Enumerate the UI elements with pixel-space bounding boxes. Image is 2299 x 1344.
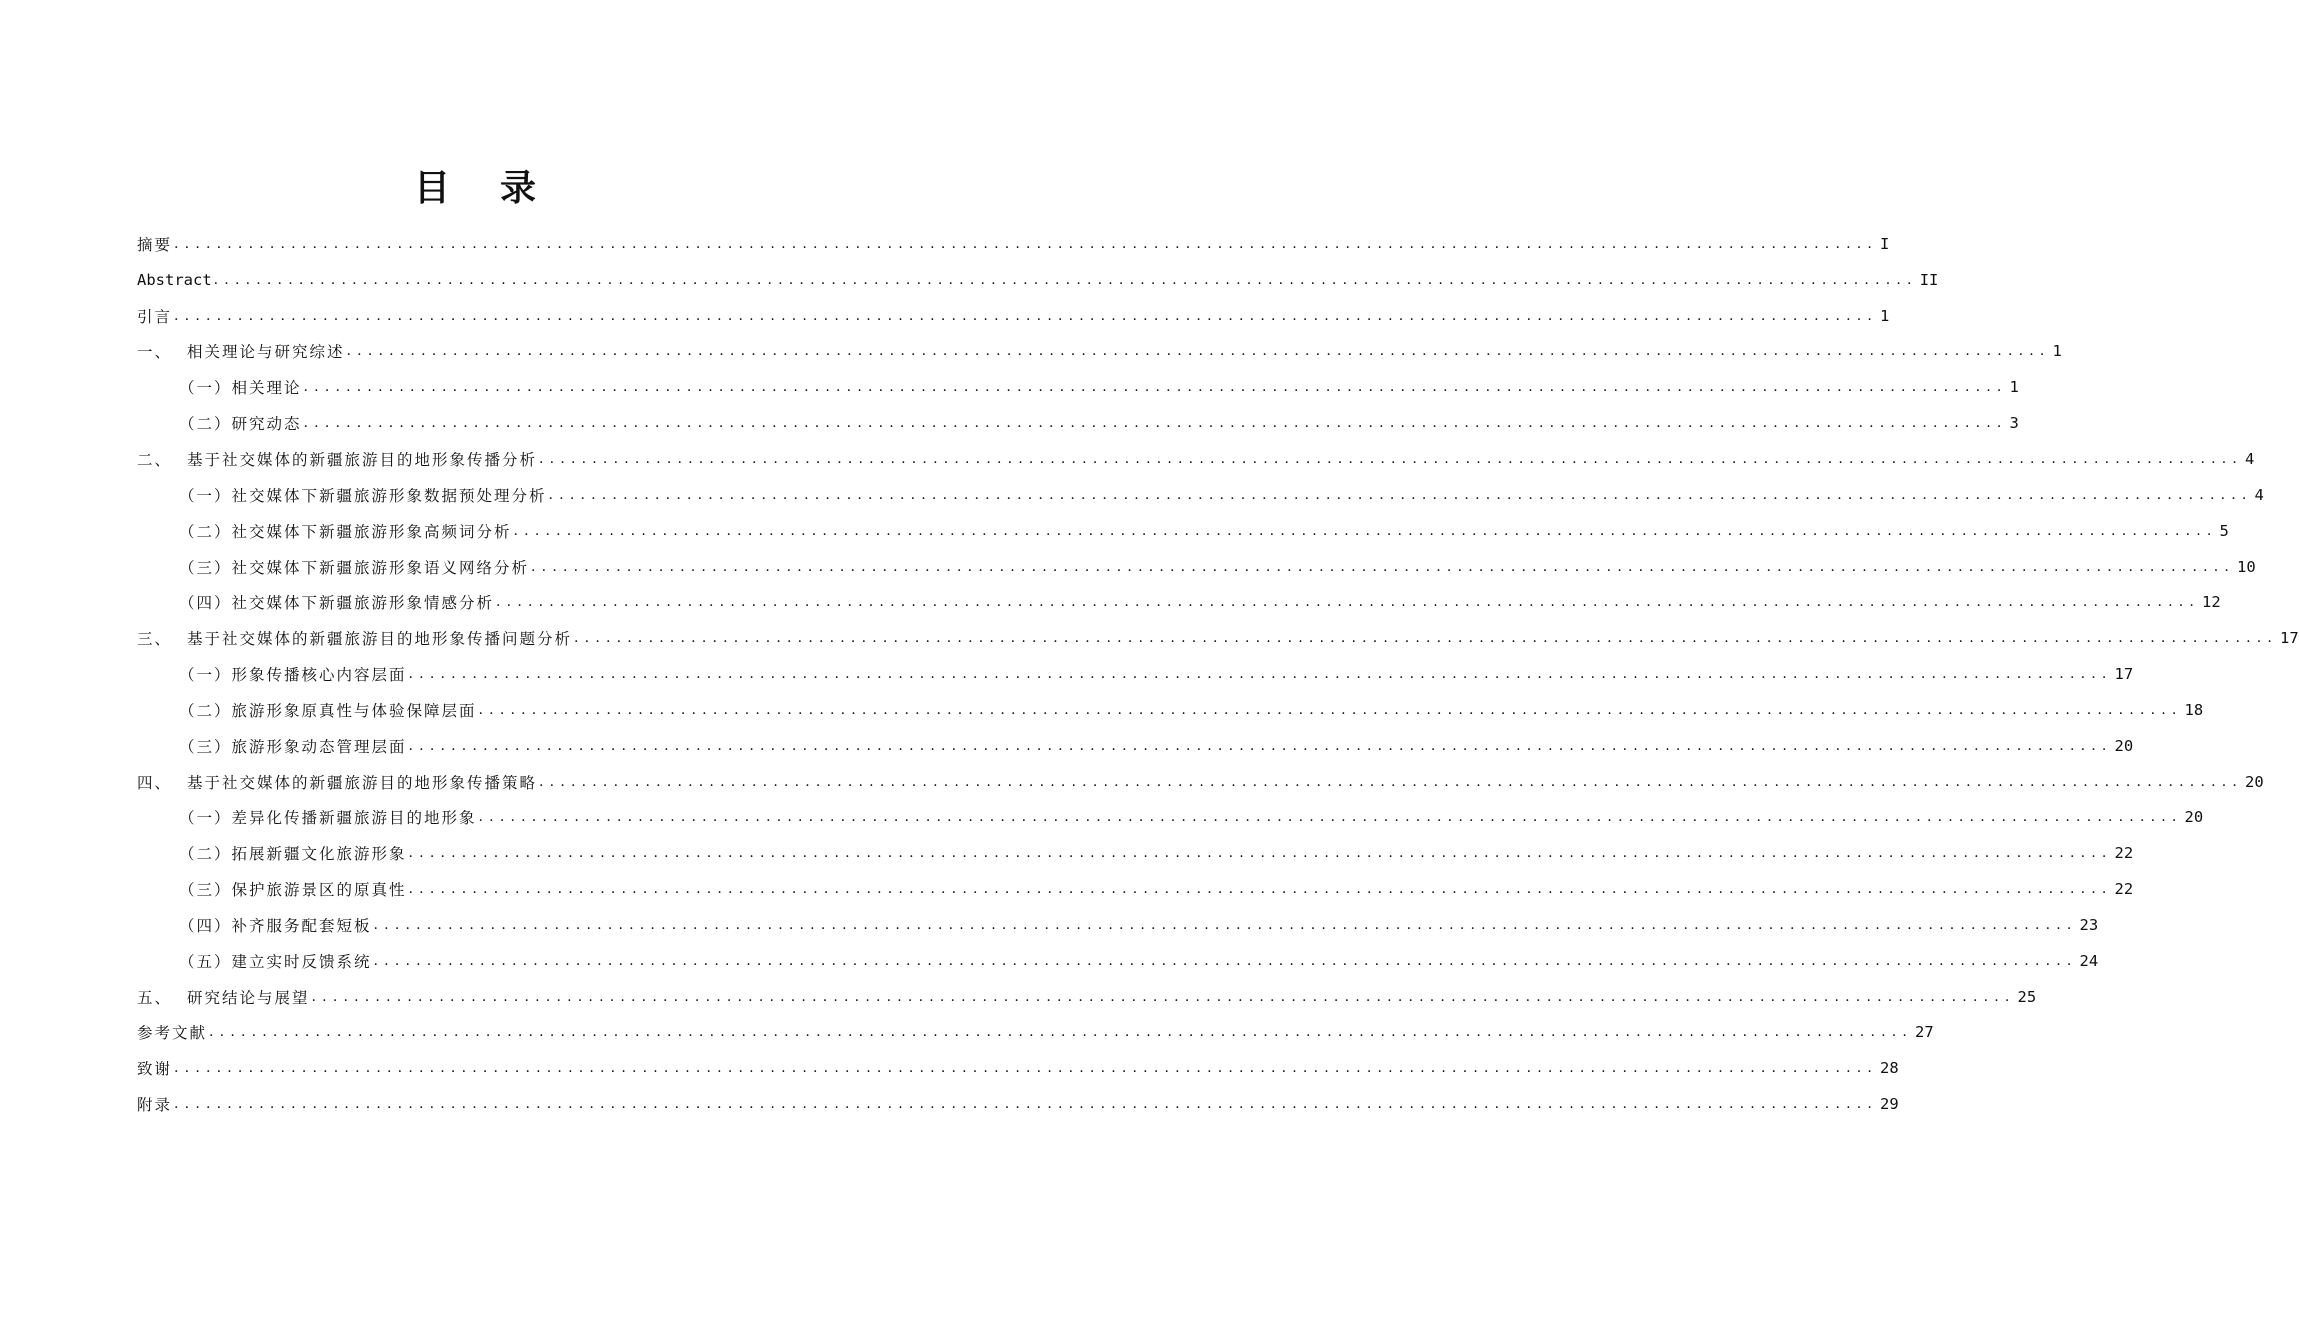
toc-leader-dots: ................................................................................................................................................................	[174, 1060, 1879, 1077]
toc-entry-label	[137, 1093, 172, 1115]
toc-entry-text: 附录	[137, 1096, 173, 1115]
toc-page-number: 17	[2280, 629, 2299, 648]
toc-entry-text: 研究结论与展望	[187, 988, 310, 1007]
toc-page-number: 18	[2184, 700, 2204, 719]
toc-entry-label	[179, 878, 407, 900]
toc-entry-text: （二）研究动态	[179, 415, 302, 434]
toc-leader-dots: ................................................................................................................................................................	[373, 916, 2078, 933]
toc-entry-label	[179, 699, 477, 721]
toc-entry-label	[179, 914, 372, 936]
toc-entry-text: 致谢	[137, 1060, 173, 1079]
toc-page-number: 20	[2114, 736, 2134, 755]
toc-entry-text: （五）建立实时反馈系统	[179, 952, 372, 971]
toc-entry-label	[179, 591, 494, 613]
toc-entry[interactable]	[137, 262, 1939, 298]
toc-leader-dots: ................................................................................................................................................................	[303, 379, 2008, 396]
toc-entry-label	[137, 1057, 172, 1079]
toc-entry[interactable]	[137, 549, 2256, 585]
toc-page-number: 25	[2017, 987, 2037, 1006]
toc-entry-text: 相关理论与研究综述	[187, 343, 345, 362]
toc-entry-text: （四）社交媒体下新疆旅游形象情感分析	[179, 594, 495, 613]
toc-entry[interactable]	[137, 943, 2099, 979]
toc-entry-text: 基于社交媒体的新疆旅游目的地形象传播分析	[187, 450, 538, 469]
toc-entry-text: 基于社交媒体的新疆旅游目的地形象传播问题分析	[187, 630, 573, 649]
toc-page-number: 17	[2114, 665, 2134, 684]
toc-page-number: 28	[1880, 1059, 1899, 1078]
toc-leader-dots: ................................................................................................................................................................	[303, 415, 2008, 432]
toc-page-number: 23	[2079, 915, 2099, 934]
toc-entry[interactable]	[137, 477, 2264, 513]
toc-leader-dots: ................................................................................................................................................................	[174, 1096, 1879, 1113]
toc-entry[interactable]	[137, 907, 2099, 943]
toc-page-number: 1	[1880, 306, 1890, 325]
toc-page-number: 20	[2184, 808, 2204, 827]
toc-entry-number: 五、	[137, 988, 173, 1007]
toc-entry-label	[179, 806, 477, 828]
toc-page-number: 5	[2219, 521, 2229, 540]
toc-entry-label	[137, 305, 172, 327]
toc-leader-dots: ................................................................................................................................................................	[478, 701, 2183, 718]
toc-entry[interactable]	[137, 298, 1890, 334]
toc-entry[interactable]	[137, 334, 2062, 370]
toc-entry[interactable]	[137, 226, 1890, 262]
toc-page-number: 1	[2052, 342, 2062, 361]
toc-entry-text: 参考文献	[137, 1024, 208, 1043]
toc-entry[interactable]	[137, 369, 2019, 405]
toc-entry-text: 引言	[137, 307, 173, 326]
toc-entry-label	[137, 448, 537, 470]
page-title	[0, 160, 950, 211]
title-char-1: 目	[413, 168, 450, 209]
toc-entry-label	[137, 771, 537, 793]
toc-leader-dots: ................................................................................................................................................................	[174, 235, 1879, 252]
toc-entry-label	[179, 950, 372, 972]
toc-entry-text: 摘要	[137, 235, 173, 254]
toc-entry-text: （二）旅游形象原真性与体验保障层面	[179, 701, 477, 720]
toc-page-number: I	[1880, 234, 1890, 253]
toc-entry-label	[179, 484, 547, 506]
toc-entry[interactable]	[137, 835, 2134, 871]
toc-page-number: 22	[2114, 880, 2134, 899]
toc-entry-label	[137, 233, 172, 255]
toc-entry[interactable]	[137, 692, 2204, 728]
toc-entry-label	[179, 520, 512, 542]
toc-entry-number: 三、	[137, 630, 173, 649]
toc-entry-text: （二）社交媒体下新疆旅游形象高频词分析	[179, 522, 512, 541]
toc-page-number: 1	[2009, 378, 2019, 397]
toc-entry-text: （三）社交媒体下新疆旅游形象语义网络分析	[179, 558, 530, 577]
toc-entry[interactable]	[137, 979, 2037, 1015]
toc-page-number: 10	[2237, 557, 2256, 576]
toc-page-number: 3	[2009, 414, 2019, 433]
toc-entry-label	[179, 412, 302, 434]
toc-entry-label	[179, 842, 407, 864]
toc-page-number: 4	[2245, 449, 2255, 468]
toc-leader-dots: ................................................................................................................................................................	[408, 666, 2113, 683]
toc-leader-dots: ................................................................................................................................................................	[496, 594, 2201, 611]
toc-entry[interactable]	[137, 405, 2019, 441]
toc-leader-dots: ................................................................................................................................................................	[311, 988, 2016, 1005]
toc-entry[interactable]	[137, 1086, 1899, 1122]
toc-entry-label	[179, 376, 302, 398]
toc-entry[interactable]	[137, 800, 2204, 836]
toc-page-number: 20	[2245, 772, 2264, 791]
toc-entry-text: （三）旅游形象动态管理层面	[179, 737, 407, 756]
toc-leader-dots: ................................................................................................................................................................	[209, 1024, 1914, 1041]
toc-leader-dots: ................................................................................................................................................................	[408, 737, 2113, 754]
toc-entry[interactable]	[137, 871, 2134, 907]
toc-page-number: 22	[2114, 844, 2134, 863]
toc-page-number: 24	[2079, 951, 2099, 970]
toc-entry-text: （一）相关理论	[179, 379, 302, 398]
toc-leader-dots: ................................................................................................................................................................	[513, 522, 2218, 539]
toc-entry-label	[179, 556, 529, 578]
toc-leader-dots: ................................................................................................................................................................	[408, 845, 2113, 862]
toc-entry-label	[179, 735, 407, 757]
toc-leader-dots: ................................................................................................................................................................	[174, 307, 1879, 324]
toc-entry-text: 基于社交媒体的新疆旅游目的地形象传播策略	[187, 773, 538, 792]
toc-entry[interactable]	[137, 513, 2229, 549]
toc-entry-text: Abstract	[137, 270, 212, 289]
toc-leader-dots: ................................................................................................................................................................	[539, 773, 2244, 790]
toc-entry[interactable]	[137, 584, 2221, 620]
toc-entry-label	[137, 627, 572, 649]
toc-entry-number: 四、	[137, 773, 173, 792]
toc-entry[interactable]	[137, 1050, 1899, 1086]
toc-entry-text: （四）补齐服务配套短板	[179, 916, 372, 935]
toc-entry-text: （一）形象传播核心内容层面	[179, 666, 407, 685]
toc-entry-text: （三）保护旅游景区的原真性	[179, 881, 407, 900]
toc-leader-dots: ................................................................................................................................................................	[478, 809, 2183, 826]
toc-entry[interactable]	[137, 656, 2134, 692]
toc-page-number: 4	[2254, 485, 2264, 504]
toc-entry-label	[137, 271, 212, 289]
toc-entry[interactable]	[137, 1015, 1934, 1051]
title-char-2: 录	[500, 168, 537, 209]
toc-entry[interactable]	[137, 620, 2299, 656]
toc-entry-text: （一）差异化传播新疆旅游目的地形象	[179, 809, 477, 828]
table-of-contents	[137, 226, 2299, 1122]
toc-entry-label	[137, 1021, 207, 1043]
toc-leader-dots: ................................................................................................................................................................	[408, 881, 2113, 898]
toc-entry[interactable]	[137, 764, 2264, 800]
toc-leader-dots: ................................................................................................................................................................	[373, 952, 2078, 969]
toc-entry-label	[137, 340, 345, 362]
toc-entry-text: （二）拓展新疆文化旅游形象	[179, 845, 407, 864]
toc-entry[interactable]	[137, 441, 2255, 477]
toc-entry-number: 二、	[137, 450, 173, 469]
toc-leader-dots: ................................................................................................................................................................	[574, 630, 2279, 647]
toc-leader-dots: ................................................................................................................................................................	[531, 558, 2236, 575]
toc-page-number: 12	[2202, 593, 2221, 612]
toc-leader-dots: ................................................................................................................................................................	[548, 486, 2253, 503]
toc-page-number: 27	[1915, 1023, 1934, 1042]
toc-entry-number: 一、	[137, 343, 173, 362]
toc-page-number: 29	[1880, 1095, 1899, 1114]
toc-entry[interactable]	[137, 728, 2134, 764]
toc-entry-text: （一）社交媒体下新疆旅游形象数据预处理分析	[179, 486, 547, 505]
toc-entry-label	[137, 986, 310, 1008]
toc-page-number: II	[1919, 270, 1939, 289]
toc-leader-dots: ................................................................................................................................................................	[346, 343, 2051, 360]
toc-leader-dots: ................................................................................................................................................................	[539, 450, 2244, 467]
toc-entry-label	[179, 663, 407, 685]
toc-leader-dots: ................................................................................................................................................................	[213, 271, 1918, 288]
